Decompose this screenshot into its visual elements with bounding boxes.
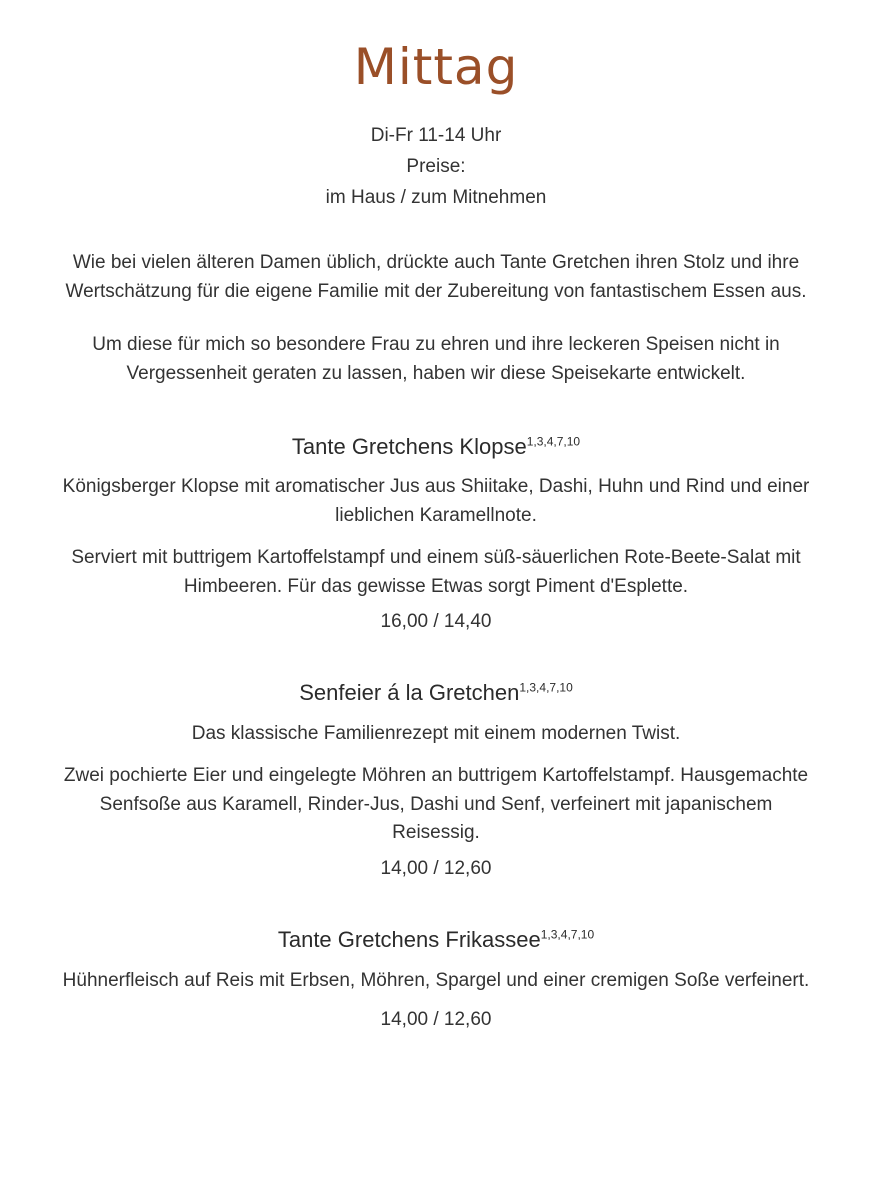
dish-description-2: Zwei pochierte Eier und eingelegte Möhren an buttrigem Kartoffelstampf. Hausgemachte Senfsoße aus Karamell, Rinder-Jus, Dashi und Senf, verfeinert mit japanischem Reisessig. [63, 765, 809, 844]
dish-allergens: 1,3,4,7,10 [540, 927, 595, 942]
dish-name-text: Senfeier á la Gretchen [299, 680, 520, 706]
opening-hours: Di-Fr 11-14 Uhr [370, 125, 502, 146]
dish-allergens: 1,3,4,7,10 [519, 681, 573, 696]
dish-description-1: Königsberger Klopse mit aromatischer Jus aus Shiitake, Dashi, Huhn und Rind und einer lieblichen Karamellnote. [62, 476, 810, 526]
opening-hours-block [44, 121, 828, 213]
page-title: Mittag [353, 38, 519, 96]
dish-name [44, 926, 828, 955]
intro-paragraph-2: Um diese für mich so besondere Frau zu ehren und ihre leckeren Speisen nicht in Vergessenheit geraten zu lassen, haben wir diese Speisekarte entwickelt. [92, 334, 780, 384]
intro-paragraph-1: Wie bei vielen älteren Damen üblich, drückte auch Tante Gretchen ihren Stolz und ihre Wertschätzung für die eigene Familie mit der Zubereitung von fantastischem Essen aus. [65, 252, 807, 303]
dish-price: 16,00 / 14,40 [380, 611, 492, 633]
dish-description-1: Hühnerfleisch auf Reis mit Erbsen, Möhren, Spargel und einer cremigen Soße verfeinert. [62, 969, 810, 991]
dish-allergens: 1,3,4,7,10 [526, 434, 581, 449]
prices-note: im Haus / zum Mitnehmen [325, 186, 547, 208]
dish-item [44, 679, 828, 880]
dish-name [44, 433, 828, 462]
dish-name-text: Tante Gretchens Frikassee [277, 926, 541, 952]
dish-list [44, 433, 828, 1031]
dish-price: 14,00 / 12,60 [380, 1009, 492, 1031]
dish-item [44, 926, 828, 1031]
dish-description-1: Das klassische Familienrezept mit einem modernen Twist. [191, 722, 681, 744]
dish-item [44, 433, 828, 634]
dish-description-2: Serviert mit buttrigem Kartoffelstampf und einem süß-säuerlichen Rote-Beete-Salat mit Himbeeren. Für das gewisse Etwas sorgt Piment d'Esplette. [71, 547, 801, 597]
dish-name [44, 679, 828, 708]
dish-name-text: Tante Gretchens Klopse [291, 433, 527, 459]
dish-price: 14,00 / 12,60 [380, 857, 492, 879]
prices-label: Preise: [406, 155, 466, 177]
